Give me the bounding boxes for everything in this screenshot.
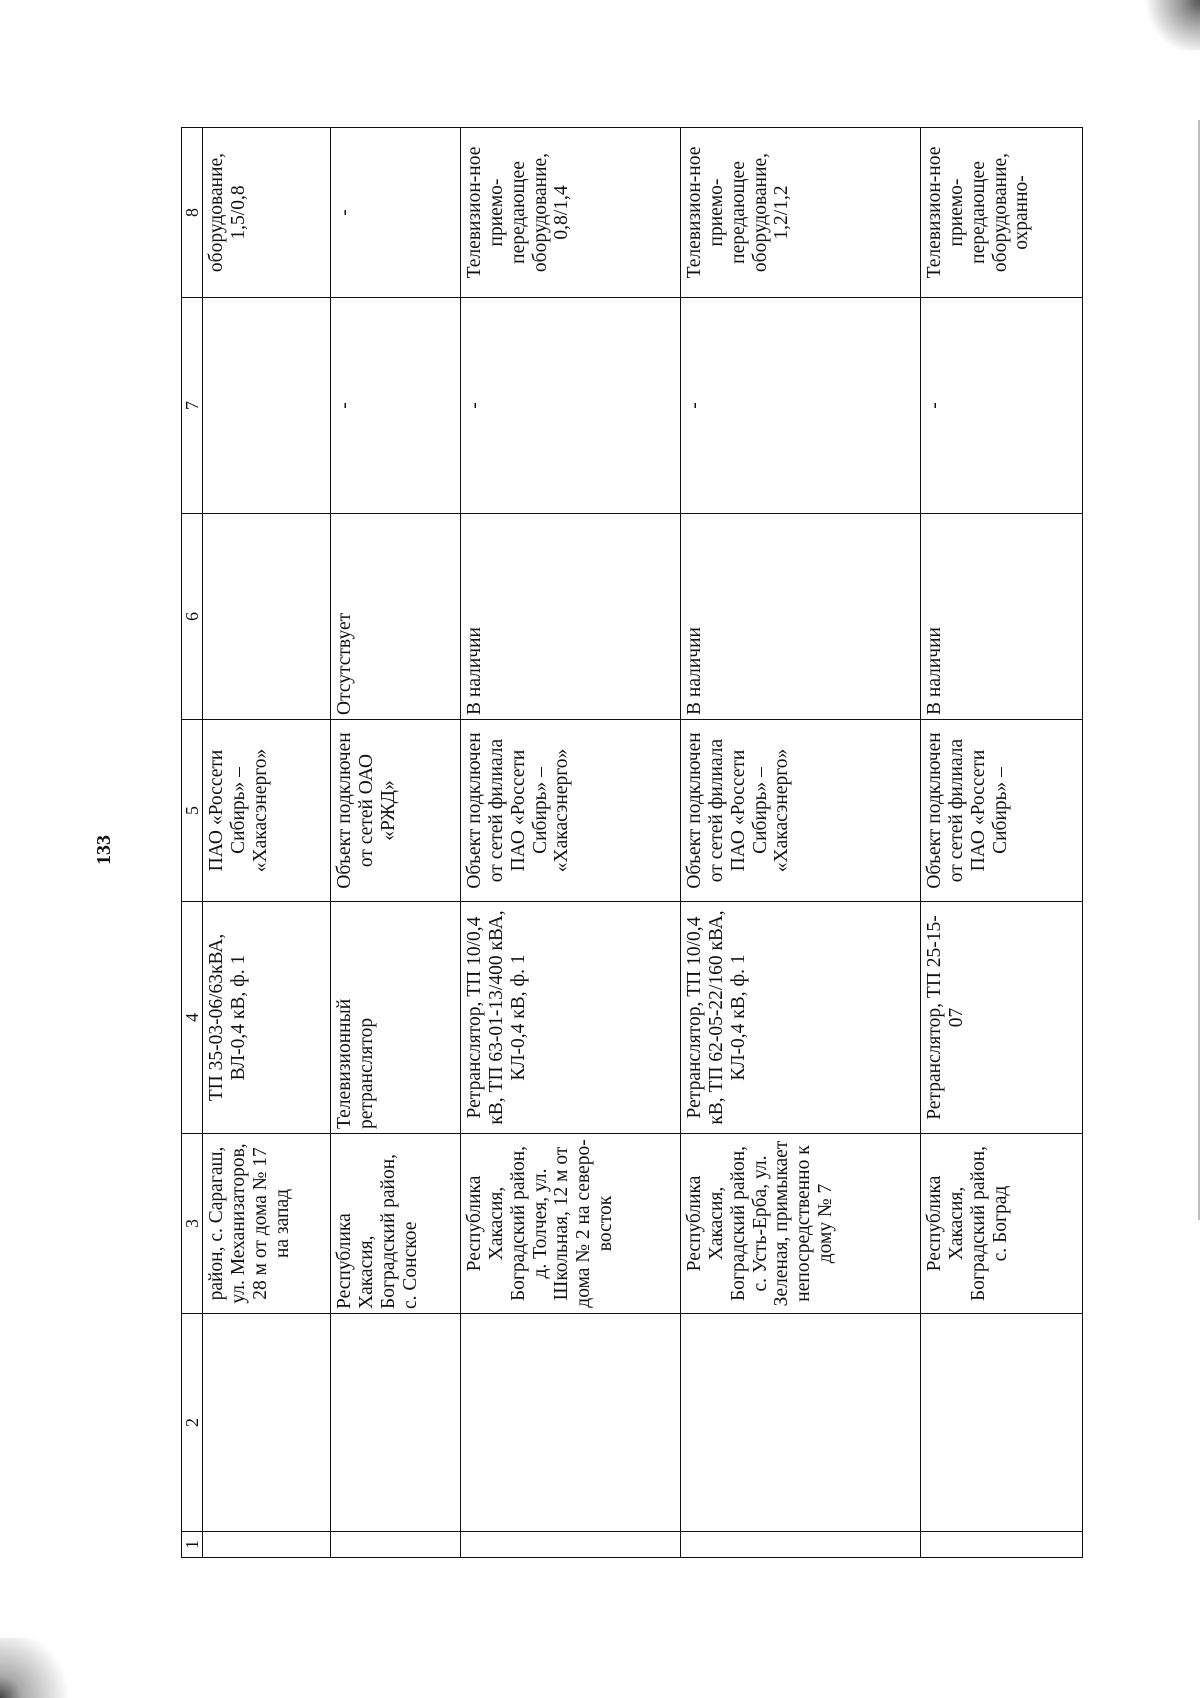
table-rotation-frame — [181, 128, 1081, 1558]
table-row — [921, 128, 1083, 1558]
cell-col8: Телевизион-ное приемо-передающее оборудование, 0,8/1,4 — [461, 128, 681, 298]
rotated-table-container — [181, 128, 1200, 1549]
cell-col7: - — [681, 298, 921, 514]
header-cell-3: 3 — [182, 1134, 203, 1314]
header-cell-4: 4 — [182, 902, 203, 1134]
header-cell-1: 1 — [182, 1532, 203, 1558]
table-row — [461, 128, 681, 1558]
cell-availability — [203, 514, 331, 720]
header-cell-7: 7 — [182, 298, 203, 514]
cell-col7 — [203, 298, 331, 514]
header-cell-6: 6 — [182, 514, 203, 720]
cell-equipment: Телевизионный ретранслятор — [331, 902, 461, 1134]
cell-name — [331, 1314, 461, 1532]
cell-availability: В наличии — [461, 514, 681, 720]
cell-number — [461, 1532, 681, 1558]
cell-name — [203, 1314, 331, 1532]
cell-col8: Телевизион-ное приемо-передающее оборудование, 1,2/1,2 — [681, 128, 921, 298]
cell-number — [203, 1532, 331, 1558]
header-cell-8: 8 — [182, 128, 203, 298]
cell-availability: Отсутствует — [331, 514, 461, 720]
cell-col7: - — [331, 298, 461, 514]
cell-equipment: Ретранслятор, ТП 10/0,4 кВ, ТП 63-01-13/400 кВА, КЛ-0,4 кВ, ф. 1 — [461, 902, 681, 1134]
cell-availability: В наличии — [921, 514, 1083, 720]
cell-power-source: Объект подключен от сетей филиала ПАО «Россети Сибирь» – «Хакасэнерго» — [681, 720, 921, 902]
table-row — [203, 128, 331, 1558]
table-row — [331, 128, 461, 1558]
cell-col8: - — [331, 128, 461, 298]
cell-col7: - — [921, 298, 1083, 514]
cell-name — [461, 1314, 681, 1532]
header-cell-5: 5 — [182, 720, 203, 902]
cell-col8: Телевизион-ное приемо-передающее оборудование, охранно- — [921, 128, 1083, 298]
cell-address: Республика Хакасия, Боградский район, с. Усть-Ерба, ул. Зеленая, примыкает непосредственно к дому № 7 — [681, 1134, 921, 1314]
header-cell-2: 2 — [182, 1314, 203, 1532]
cell-address: Республика Хакасия, Боградский район, с. Боград — [921, 1134, 1083, 1314]
cell-power-source: ПАО «Россети Сибирь» – «Хакасэнерго» — [203, 720, 331, 902]
cell-number — [921, 1532, 1083, 1558]
cell-equipment: ТП 35-03-06/63кВА, ВЛ-0,4 кВ, ф. 1 — [203, 902, 331, 1134]
cell-power-source: Объект подключен от сетей филиала ПАО «Россети Сибирь» – — [921, 720, 1083, 902]
cell-number — [681, 1532, 921, 1558]
scan-edge-top-right — [1140, 0, 1200, 50]
cell-name — [921, 1314, 1083, 1532]
cell-number — [331, 1532, 461, 1558]
cell-equipment: Ретранслятор, ТП 25-15-07 — [921, 902, 1083, 1134]
cell-availability: В наличии — [681, 514, 921, 720]
cell-name — [681, 1314, 921, 1532]
header-row — [182, 128, 203, 1558]
cell-address: район, с. Сарагаш, ул. Механизаторов, 28 м от дома № 17 на запад — [203, 1134, 331, 1314]
cell-equipment: Ретранслятор, ТП 10/0,4 кВ, ТП 62-05-22/160 кВА, КЛ-0,4 кВ, ф. 1 — [681, 902, 921, 1134]
scan-edge-bottom-left — [0, 1638, 90, 1698]
page-number: 133 — [93, 835, 115, 865]
data-table — [181, 127, 1083, 1558]
cell-address: Республика Хакасия, Боградский район, с. Сонское — [331, 1134, 461, 1314]
cell-col8: оборудование, 1,5/0,8 — [203, 128, 331, 298]
cell-col7: - — [461, 298, 681, 514]
cell-power-source: Объект подключен от сетей филиала ПАО «Россети Сибирь» – «Хакасэнерго» — [461, 720, 681, 902]
cell-power-source: Объект подключен от сетей ОАО «РЖД» — [331, 720, 461, 902]
cell-address: Республика Хакасия, Боградский район, д. Толчея, ул. Школьная, 12 м от дома № 2 на северо-восток — [461, 1134, 681, 1314]
table-row — [681, 128, 921, 1558]
